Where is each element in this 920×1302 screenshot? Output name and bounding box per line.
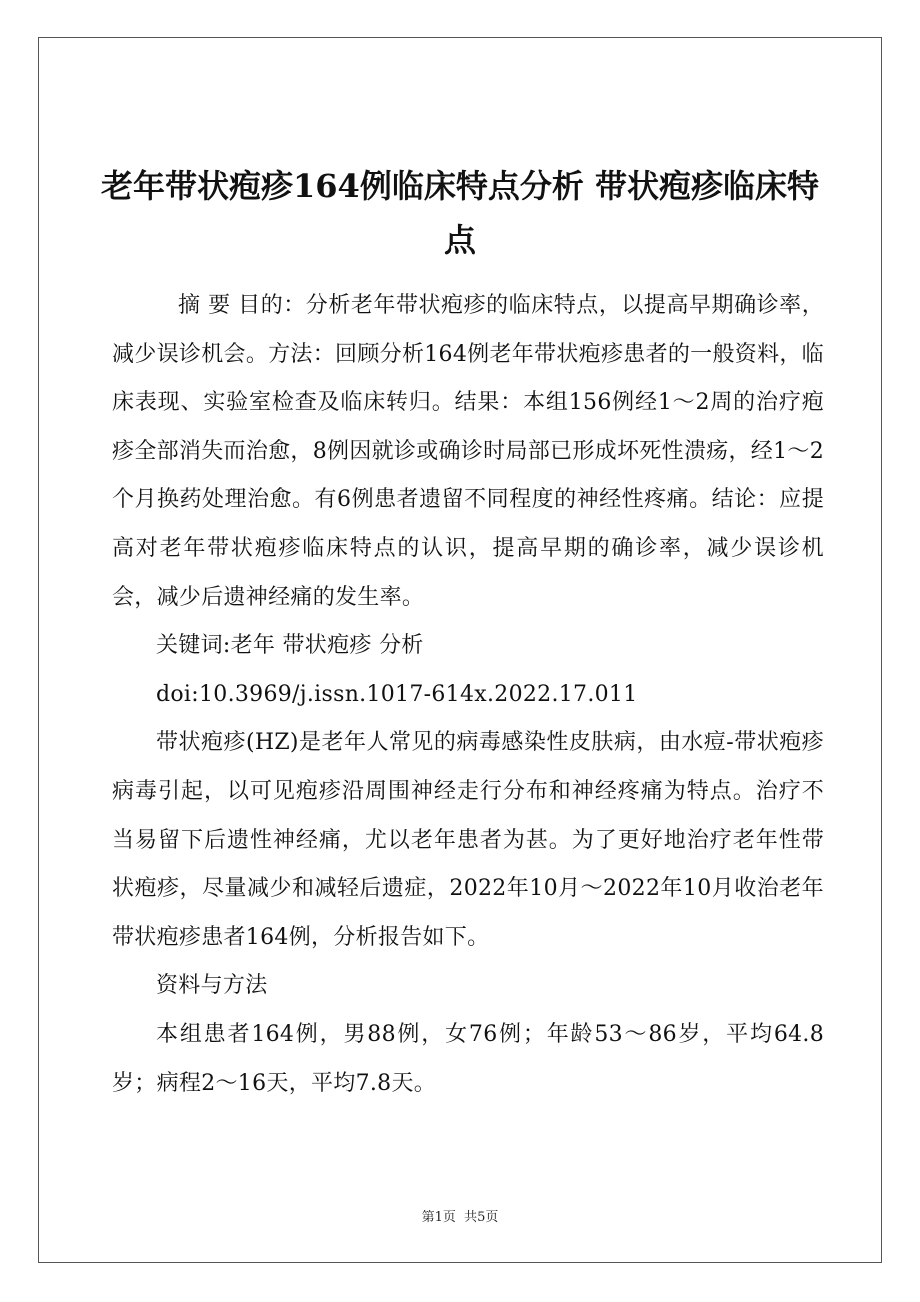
body-paragraph: 本组患者164例，男88例，女76例；年龄53～86岁，平均64.8岁；病程2～16天，平均7.8天。 — [112, 1021, 824, 1096]
page-number: 第1页 共5页 — [421, 1210, 499, 1225]
section-heading: 资料与方法 — [156, 973, 268, 999]
abstract-paragraph: 摘 要 目的：分析老年带状疱疹的临床特点，以提高早期确诊率，减少误诊机会。方法：回顾分析164例老年带状疱疹患者的一般资料，临床表现、实验室检查及临床转归。结果：本组156例经1～2周的治疗疱疹全部消失而治愈，8例因就诊或确诊时局部已形成坏死性溃疡，经1～2个月换药处理治愈。有6例患者遗留不同程度的神经性疼痛。结论：应提高对老年带状疱疹临床特点的认识，提高早期的确诊率，减少误诊机会，减少后遗神经痛的发生率。 — [112, 293, 824, 610]
document-title: 老年带状疱疹164例临床特点分析 带状疱疹临床特点 — [101, 167, 819, 260]
page-footer — [0, 1206, 920, 1225]
keywords-line: 关键词:老年 带状疱疹 分析 — [156, 633, 424, 659]
document-body — [112, 282, 824, 1108]
intro-paragraph: 带状疱疹(HZ)是老年人常见的病毒感染性皮肤病，由水痘-带状疱疹病毒引起，以可见疱疹沿周围神经走行分布和神经疼痛为特点。治疗不当易留下后遗性神经痛，尤以老年患者为甚。为了更好地治疗老年性带状疱疹，尽量减少和减轻后遗症，2022年10月～2022年10月收治老年带状疱疹患者164例，分析报告如下。 — [112, 730, 824, 950]
doi-line: doi:10.3969/j.issn.1017-614x.2022.17.011 — [156, 681, 638, 707]
